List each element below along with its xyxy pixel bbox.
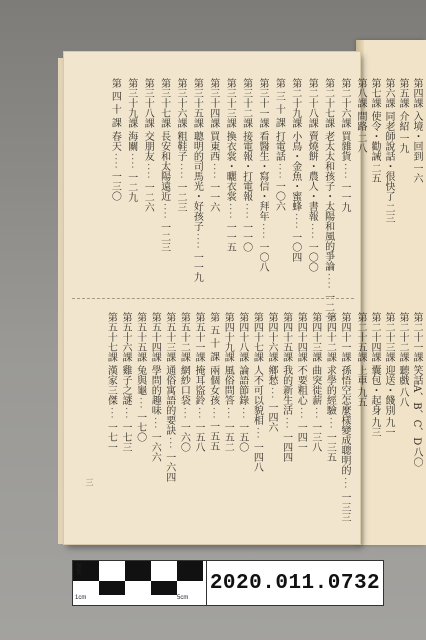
leader-dots: ··· bbox=[339, 477, 350, 490]
page-number: 一二六 bbox=[142, 181, 154, 212]
leader-dots: ··· bbox=[134, 397, 146, 410]
lesson-number: 第三十四課 bbox=[207, 78, 219, 128]
lesson-title: 孫悟空怎麼樣變成聰明的 bbox=[339, 365, 350, 475]
toc-entry bbox=[354, 78, 366, 173]
lesson-number: 第五課 bbox=[397, 78, 408, 108]
page-number: 一三〇 bbox=[109, 171, 121, 202]
lesson-title: 求學的經驗 bbox=[324, 365, 336, 415]
page-number: 一〇〇 bbox=[306, 241, 318, 272]
toc-entry bbox=[323, 312, 335, 517]
lesson-title: 問路 bbox=[355, 111, 366, 131]
toc-entry bbox=[309, 312, 321, 517]
page-number: 九五 bbox=[355, 387, 366, 407]
leader-dots: ···· bbox=[125, 153, 137, 170]
lesson-title: 看醫生・寫信・拜年 bbox=[257, 131, 268, 221]
lesson-number: 第五十三課 bbox=[163, 312, 175, 362]
page-number: 一五〇 bbox=[236, 421, 248, 452]
toc-entry bbox=[382, 78, 394, 223]
page-number: 一〇六 bbox=[273, 181, 285, 212]
lesson-title: 交朋友 bbox=[142, 131, 154, 161]
lesson-number: 第二十八課 bbox=[306, 78, 318, 128]
toc-entry bbox=[396, 78, 408, 173]
lesson-number: 第二十二課 bbox=[397, 312, 408, 362]
leader-dots: ··· bbox=[309, 407, 321, 420]
lesson-title: 海關 bbox=[125, 131, 137, 151]
leader-dots: ···· bbox=[224, 203, 236, 220]
toc-entry bbox=[223, 78, 235, 290]
toc-entry bbox=[305, 78, 317, 290]
lesson-number: 第七課 bbox=[369, 78, 380, 108]
lesson-title: 雞子之謎 bbox=[120, 365, 131, 405]
lesson-title: 聽戲 bbox=[397, 365, 408, 385]
toc-entry bbox=[158, 78, 170, 290]
lesson-number: 第二十五課 bbox=[355, 312, 366, 362]
lesson-title: 曲突徙薪 bbox=[309, 365, 321, 405]
lesson-title: 入境・回到 bbox=[411, 111, 422, 161]
leader-dots: ···· bbox=[142, 163, 154, 180]
toc-entry bbox=[250, 312, 262, 517]
page-number: 一二九 bbox=[125, 171, 137, 202]
page-number: 一三五 bbox=[324, 431, 336, 462]
toc-entry bbox=[338, 312, 350, 522]
leader-dots: ···· bbox=[289, 213, 301, 230]
page-number: 一〇四 bbox=[289, 231, 301, 262]
page-number: 一一〇 bbox=[240, 221, 252, 252]
toc-entry bbox=[148, 312, 160, 517]
page-number: 一四一 bbox=[295, 421, 307, 452]
toc-entry bbox=[396, 312, 408, 517]
lesson-number: 第五十七課 bbox=[105, 312, 117, 362]
toc-entry bbox=[382, 312, 394, 517]
leader-dots: ··· bbox=[295, 407, 307, 420]
toc-entry bbox=[192, 312, 204, 517]
page-number: 一六〇 bbox=[178, 421, 190, 452]
leader-dots: ··· bbox=[280, 417, 292, 430]
lesson-number: 第六課 bbox=[383, 78, 394, 108]
leader-dots: ··· bbox=[120, 407, 131, 420]
lesson-title: 不要粗心 bbox=[295, 365, 307, 405]
lesson-number: 第四十二課 bbox=[324, 312, 336, 362]
lesson-number: 第 三 十 課 bbox=[273, 78, 285, 128]
lesson-title: 上車 bbox=[355, 365, 366, 385]
page-number: 一三三 bbox=[339, 491, 350, 522]
leader-dots: ···· bbox=[339, 163, 350, 180]
lesson-title: 買雜貨 bbox=[339, 131, 350, 161]
page-number: 二五 bbox=[369, 163, 380, 183]
lesson-number: 第二十四課 bbox=[369, 312, 380, 362]
toc-entry bbox=[134, 312, 146, 517]
lesson-title: 使令・勸誡 bbox=[369, 111, 380, 161]
toc-entry bbox=[104, 312, 116, 517]
toc-entry bbox=[354, 312, 366, 517]
toc-entry bbox=[256, 78, 268, 290]
lesson-title: 學問的趣味 bbox=[149, 365, 161, 415]
lesson-number: 第四十四課 bbox=[295, 312, 307, 362]
toc-entry bbox=[207, 312, 219, 517]
toc-entry bbox=[163, 312, 175, 517]
page-number: 一四六 bbox=[266, 401, 277, 432]
lesson-title: 春天 bbox=[109, 130, 121, 151]
lesson-title: 囊包・起身 bbox=[369, 365, 380, 415]
leader-dots: ··· bbox=[193, 407, 204, 420]
catalog-label-card bbox=[72, 560, 382, 616]
leader-dots: ··· bbox=[222, 407, 234, 420]
leader-dots: ···· bbox=[175, 163, 186, 180]
lesson-number: 第八課 bbox=[355, 78, 366, 108]
lesson-title: 介紹 bbox=[397, 111, 408, 131]
lesson-title: 長安和太陽遠近 bbox=[158, 131, 170, 201]
lesson-title: 網紗口袋 bbox=[178, 365, 190, 405]
lesson-title: 打電話 bbox=[273, 130, 285, 161]
lesson-number: 第三十八課 bbox=[142, 78, 154, 128]
page-number: 九一 bbox=[383, 417, 394, 437]
toc-entry bbox=[236, 312, 248, 517]
lesson-title: 論語節錄 bbox=[236, 365, 248, 405]
page-number: 一一六 bbox=[207, 181, 219, 212]
lesson-number: 第四課 bbox=[411, 78, 422, 108]
page-number: 八〇 bbox=[411, 447, 422, 468]
leader-dots: ··· bbox=[324, 417, 336, 430]
lesson-number: 第三十七課 bbox=[158, 78, 170, 128]
toc-entry bbox=[177, 312, 189, 517]
lesson-number: 第三十三課 bbox=[224, 78, 236, 128]
lesson-number: 第四十九課 bbox=[222, 312, 234, 362]
scale-label-1cm: 1cm bbox=[75, 595, 87, 601]
toc-entry bbox=[368, 312, 380, 517]
leader-dots: ···· bbox=[158, 203, 170, 220]
page-number: 一一五 bbox=[224, 221, 236, 252]
toc-entry bbox=[265, 312, 277, 517]
toc-entry bbox=[190, 78, 202, 290]
lesson-number: 第二十一課 bbox=[411, 312, 422, 362]
lesson-title: 老太太和孩子・太陽和風的爭論 bbox=[322, 131, 334, 271]
lesson-number: 第三十二課 bbox=[240, 78, 252, 128]
toc-entry bbox=[108, 78, 120, 290]
lesson-title: 風俗問答 bbox=[222, 365, 234, 405]
page-number: 二三 bbox=[383, 203, 394, 223]
leader-dots: ··· bbox=[207, 406, 219, 420]
lesson-number: 第二十六課 bbox=[339, 78, 350, 128]
leader-dots: ···· bbox=[322, 273, 334, 290]
toc-entry bbox=[368, 78, 380, 183]
page-number: 一四八 bbox=[251, 441, 263, 472]
lesson-number: 第五十四課 bbox=[149, 312, 161, 362]
lesson-title: 笑話A、B、C、D bbox=[411, 365, 422, 446]
scale-checkerboard bbox=[72, 560, 208, 606]
lesson-title: 兩個女孩 bbox=[207, 364, 219, 405]
toc-entry bbox=[338, 78, 350, 290]
page-number: 一五八 bbox=[193, 421, 204, 452]
lesson-title: 鄉愁 bbox=[266, 365, 277, 385]
lesson-number: 第四十七課 bbox=[251, 312, 263, 362]
lesson-number: 第 五 十 課 bbox=[207, 312, 219, 362]
lesson-title: 迎送・餞別 bbox=[383, 365, 394, 415]
leader-dots: ··· bbox=[266, 387, 277, 400]
lesson-number: 第四十三課 bbox=[309, 312, 321, 362]
lesson-title: 聰明的司馬光・好孩子 bbox=[191, 131, 203, 231]
lesson-number: 第三十五課 bbox=[191, 78, 203, 128]
lesson-number: 第四十五課 bbox=[280, 312, 292, 362]
lesson-title: 粗鞋子 bbox=[175, 131, 186, 161]
page-number: 一六 bbox=[411, 163, 422, 183]
leader-dots: ··· bbox=[178, 407, 190, 420]
lesson-number: 第二十三課 bbox=[383, 312, 394, 362]
toc-entry bbox=[125, 78, 137, 290]
catalog-number: 2020.011.0732 bbox=[206, 560, 384, 606]
page-marker: 三 bbox=[85, 478, 94, 486]
lesson-number: 第四十一課 bbox=[339, 312, 350, 362]
page-number: 一四四 bbox=[280, 431, 292, 462]
page-number: 一一九 bbox=[191, 251, 203, 282]
page-number: 一六六 bbox=[149, 431, 161, 462]
toc-entry bbox=[410, 312, 422, 517]
page-number: 一七三 bbox=[120, 421, 131, 452]
scale-label-5cm: 5cm bbox=[177, 595, 189, 601]
leader-dots: ···· bbox=[240, 203, 252, 220]
lesson-title: 人不可以貌相 bbox=[251, 365, 263, 425]
lesson-number: 第 四 十 課 bbox=[109, 78, 121, 128]
lesson-title: 漢家三傑 bbox=[105, 365, 117, 405]
lesson-title: 賣燒餅・農人・書報 bbox=[306, 131, 318, 221]
leader-dots: ··· bbox=[236, 407, 248, 420]
page-number: 一七一 bbox=[105, 421, 117, 452]
page-number: 一五五 bbox=[207, 421, 219, 452]
leader-dots: ··· bbox=[149, 417, 161, 430]
leader-dots: ···· bbox=[207, 163, 219, 180]
page-number: 一二三 bbox=[158, 221, 170, 252]
page-number: 一二一 bbox=[322, 291, 334, 322]
leader-dots: ··· bbox=[163, 437, 175, 450]
lesson-number: 第二十九課 bbox=[289, 78, 301, 128]
toc-entry bbox=[280, 312, 292, 517]
toc-entry bbox=[119, 312, 131, 517]
lesson-number: 第四十六課 bbox=[266, 312, 277, 362]
toc-entry bbox=[141, 78, 153, 290]
lesson-number: 第五十二課 bbox=[178, 312, 190, 362]
lesson-number: 第三十九課 bbox=[125, 78, 137, 128]
page-number: 二八 bbox=[355, 133, 366, 153]
toc-entry bbox=[294, 312, 306, 517]
page-number: 九三 bbox=[369, 417, 380, 437]
page-number: 八八 bbox=[397, 387, 408, 407]
toc-entry bbox=[289, 78, 301, 290]
page-number: 一五二 bbox=[222, 421, 234, 452]
toc-entry bbox=[207, 78, 219, 290]
page-number: 一一九 bbox=[339, 181, 350, 212]
lesson-number: 第三十六課 bbox=[175, 78, 186, 128]
lesson-number: 第三十一課 bbox=[257, 78, 268, 128]
lesson-number: 第二十七課 bbox=[322, 78, 334, 128]
page-number: 一二三 bbox=[175, 181, 186, 212]
lesson-title: 同老師說話・很快了 bbox=[383, 111, 394, 201]
leader-dots: ···· bbox=[306, 223, 318, 240]
toc-entry bbox=[221, 312, 233, 517]
lesson-title: 兔與龜 bbox=[134, 365, 146, 395]
toc-entry bbox=[240, 78, 252, 290]
lesson-title: 我的新生活 bbox=[280, 365, 292, 415]
toc-entry bbox=[272, 78, 284, 290]
page-number: 一六四 bbox=[163, 451, 175, 482]
lesson-title: 接電報・打電報 bbox=[240, 131, 252, 201]
toc-entry bbox=[322, 78, 334, 322]
lesson-number: 第五十六課 bbox=[120, 312, 131, 362]
toc-entry bbox=[410, 78, 422, 183]
leader-dots: ···· bbox=[273, 162, 285, 180]
leader-dots: ··· bbox=[105, 407, 117, 420]
leader-dots: ···· bbox=[191, 233, 203, 250]
leader-dots: ···· bbox=[257, 223, 268, 240]
lesson-title: 買東西 bbox=[207, 131, 219, 161]
page-number: 一三八 bbox=[309, 421, 321, 452]
section-divider bbox=[72, 298, 354, 299]
lesson-number: 第五十五課 bbox=[134, 312, 146, 362]
lesson-title: 小鳥・金魚・蜜蜂 bbox=[289, 131, 301, 211]
leader-dots: ··· bbox=[251, 427, 263, 440]
lesson-title: 掩耳盜鈴 bbox=[193, 365, 204, 405]
lesson-title: 通俗寓語的要訣 bbox=[163, 365, 175, 435]
scale-label-2cm: 2cm bbox=[75, 563, 81, 575]
page-number: 一九 bbox=[397, 133, 408, 153]
lesson-title: 換衣裳・曬衣裳 bbox=[224, 131, 236, 201]
leader-dots: ···· bbox=[109, 152, 121, 170]
lesson-number: 第四十八課 bbox=[236, 312, 248, 362]
page-number: 一七〇 bbox=[134, 411, 146, 442]
toc-entry bbox=[174, 78, 186, 290]
lesson-number: 第五十一課 bbox=[193, 312, 204, 362]
page-number: 一〇八 bbox=[257, 241, 268, 272]
